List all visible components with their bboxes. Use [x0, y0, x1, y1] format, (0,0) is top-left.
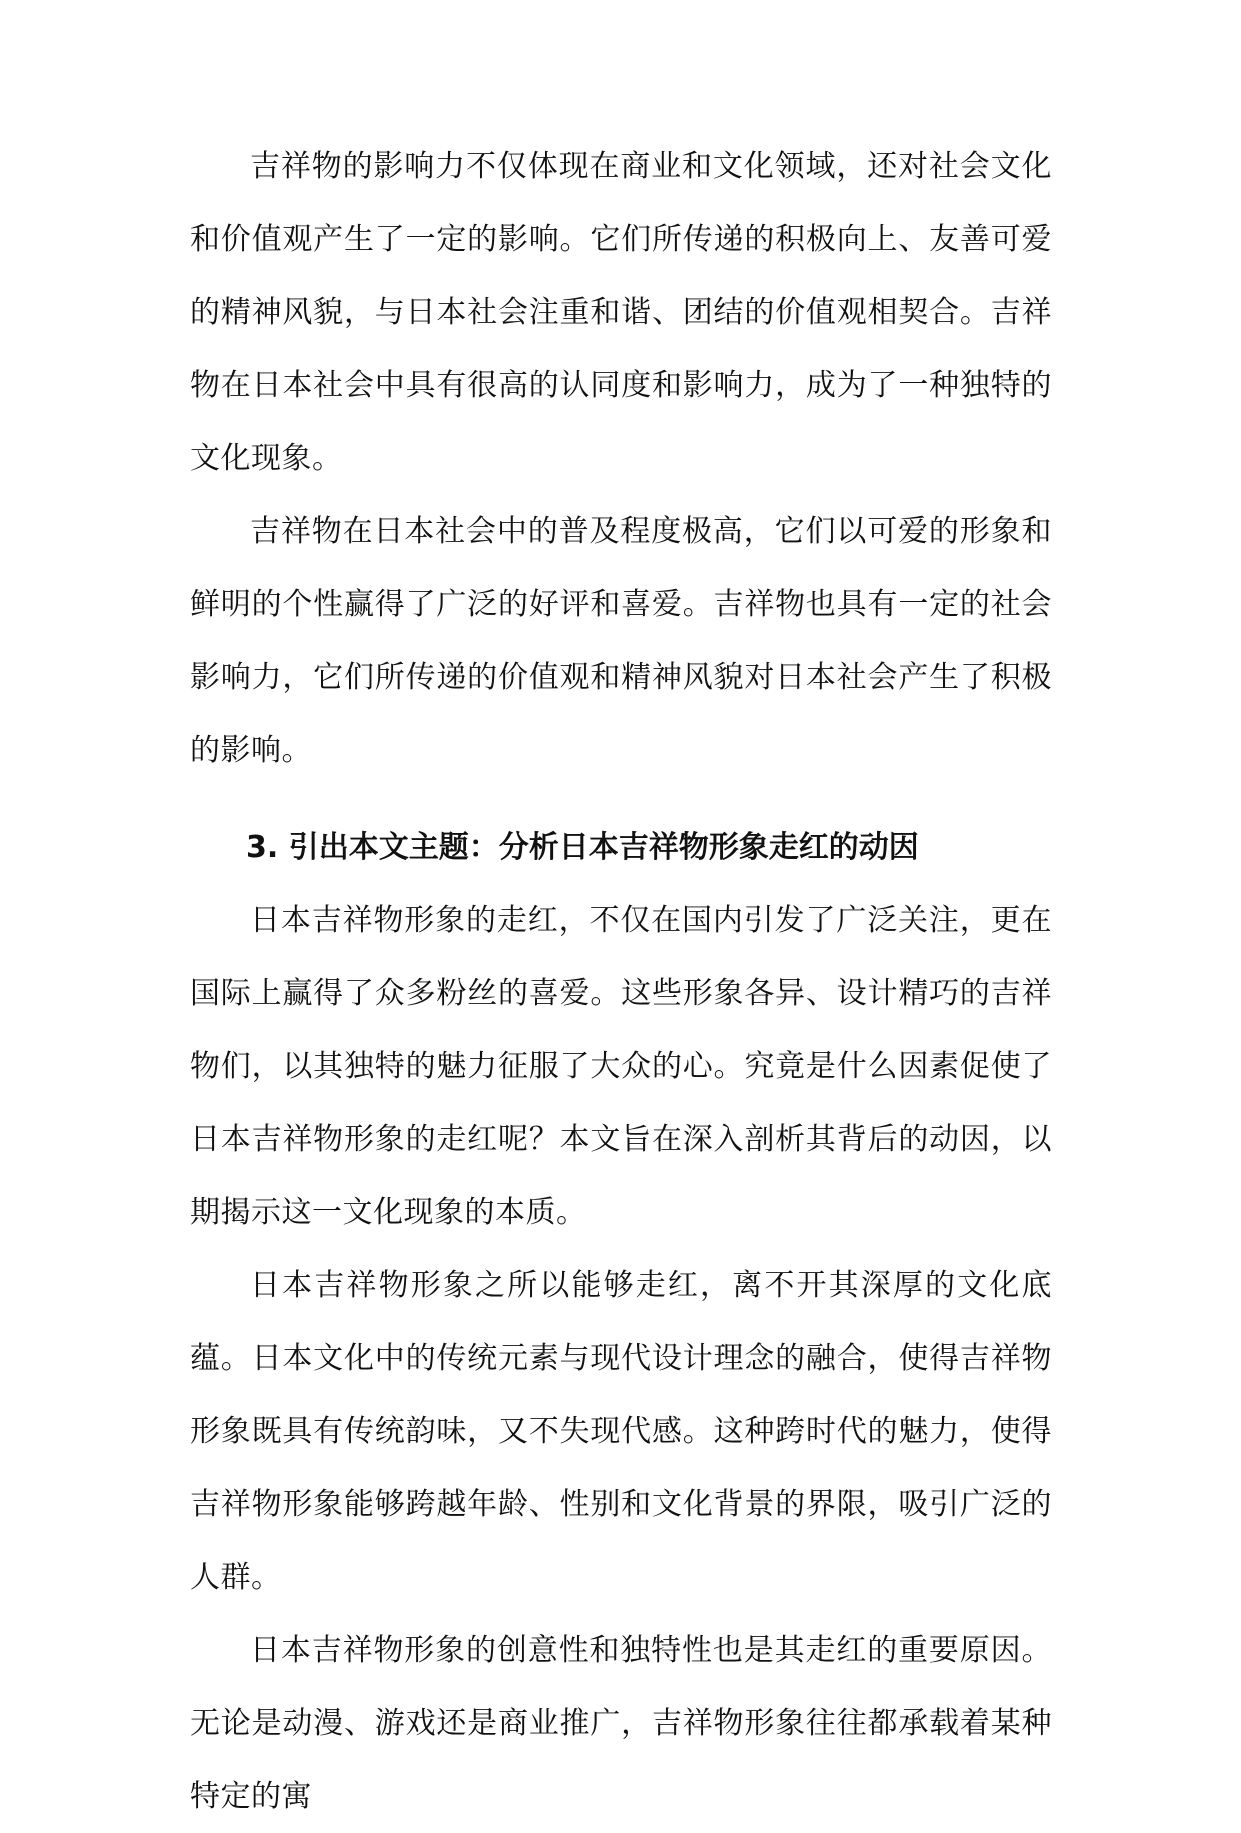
- body-paragraph: 日本吉祥物形象的创意性和独特性也是其走红的重要原因。无论是动漫、游戏还是商业推广，吉祥物形象往往都承载着某种特定的寓: [190, 1633, 1052, 1814]
- body-paragraph: 日本吉祥物形象之所以能够走红，离不开其深厚的文化底蕴。日本文化中的传统元素与现代设计理念的融合，使得吉祥物形象既具有传统韵味，又不失现代感。这种跨时代的魅力，使得吉祥物形象能够跨越年龄、性别和文化背景的界限，吸引广泛的人群。: [190, 1268, 1052, 1595]
- body-paragraph: 吉祥物的影响力不仅体现在商业和文化领域，还对社会文化和价值观产生了一定的影响。它们所传递的积极向上、友善可爱的精神风貌，与日本社会注重和谐、团结的价值观相契合。吉祥物在日本社会中具有很高的认同度和影响力，成为了一种独特的文化现象。: [190, 149, 1052, 476]
- section-heading: 3. 引出本文主题：分析日本吉祥物形象走红的动因: [246, 830, 919, 865]
- body-paragraph: 日本吉祥物形象的走红，不仅在国内引发了广泛关注，更在国际上赢得了众多粉丝的喜爱。这些形象各异、设计精巧的吉祥物们，以其独特的魅力征服了大众的心。究竟是什么因素促使了日本吉祥物形象的走红呢？本文旨在深入剖析其背后的动因，以期揭示这一文化现象的本质。: [190, 903, 1052, 1230]
- document-page: [190, 130, 1052, 1833]
- body-paragraph: 吉祥物在日本社会中的普及程度极高，它们以可爱的形象和鲜明的个性赢得了广泛的好评和喜爱。吉祥物也具有一定的社会影响力，它们所传递的价值观和精神风貌对日本社会产生了积极的影响。: [190, 514, 1052, 768]
